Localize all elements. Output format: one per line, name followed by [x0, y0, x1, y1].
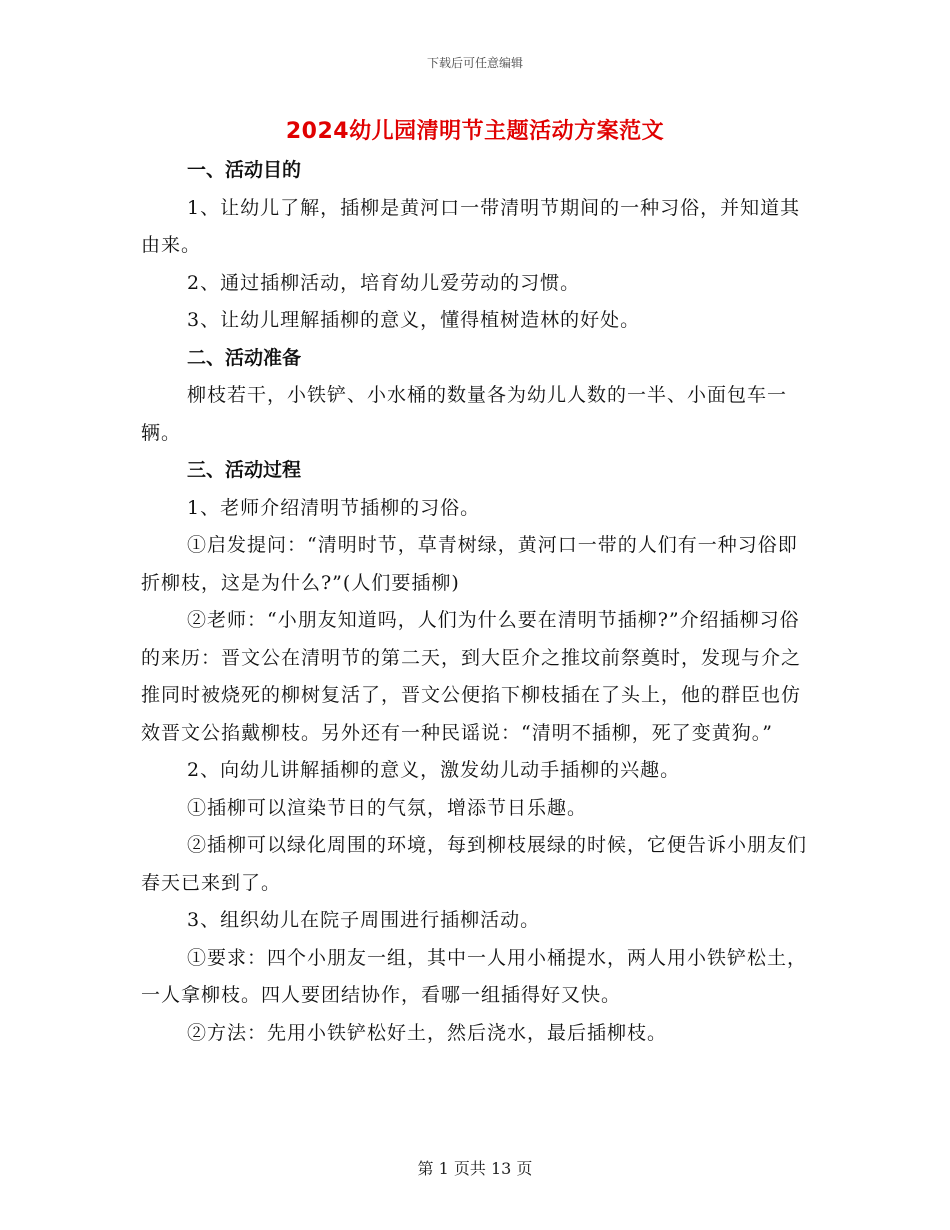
paragraph: 3、组织幼儿在院子周围进行插柳活动。 — [187, 909, 541, 931]
paragraph: ①要求：四个小朋友一组，其中一人用小桶提水，两人用小铁铲松土，一人拿柳枝。四人要团结协作，看哪一组插得好又快。 — [141, 946, 808, 1006]
document-title: 2024幼儿园清明节主题活动方案范文 — [285, 119, 665, 144]
section-heading: 一、活动目的 — [187, 159, 302, 181]
section-heading: 三、活动过程 — [187, 459, 302, 481]
paragraph: ②插柳可以绿化周围的环境，每到柳枝展绿的时候，它便告诉小朋友们春天已来到了。 — [141, 834, 808, 894]
paragraph: 柳枝若干，小铁铲、小水桶的数量各为幼儿人数的一半、小面包车一辆。 — [141, 384, 788, 444]
page-number: 第 1 页共 13 页 — [417, 1159, 533, 1178]
paragraph: ②方法：先用小铁铲松好土，然后浇水，最后插柳枝。 — [187, 1021, 668, 1044]
paragraph: 3、让幼儿理解插柳的意义，懂得植树造林的好处。 — [187, 309, 641, 331]
paragraph: 1、老师介绍清明节插柳的习俗。 — [187, 496, 481, 519]
paragraph: 1、让幼儿了解，插柳是黄河口一带清明节期间的一种习俗，并知道其由来。 — [141, 196, 801, 256]
paragraph: ①插柳可以渲染节日的气氛，增添节日乐趣。 — [187, 796, 588, 819]
section-heading: 二、活动准备 — [187, 346, 302, 369]
document-body — [141, 152, 813, 1052]
paragraph: ①启发提问：“清明时节，草青树绿，黄河口一带的人们有一种习俗即折柳枝，这是为什么?”(人们要插柳) — [141, 534, 798, 594]
header-note: 下载后可任意编辑 — [426, 56, 523, 70]
paragraph: ②老师：“小朋友知道吗，人们为什么要在清明节插柳?”介绍插柳习俗的来历：晋文公在清明节的第二天，到大臣介之推坟前祭奠时，发现与介之推同时被烧死的柳树复活了，晋文公便掐下柳枝插在了头上，他的群臣也仿效晋文公掐戴柳枝。另外还有一种民谣说：“清明不插柳，死了变黄狗。” — [141, 609, 802, 744]
paragraph: 2、通过插柳活动，培育幼儿爱劳动的习惯。 — [187, 271, 581, 294]
paragraph: 2、向幼儿讲解插柳的意义，激发幼儿动手插柳的兴趣。 — [187, 759, 681, 781]
